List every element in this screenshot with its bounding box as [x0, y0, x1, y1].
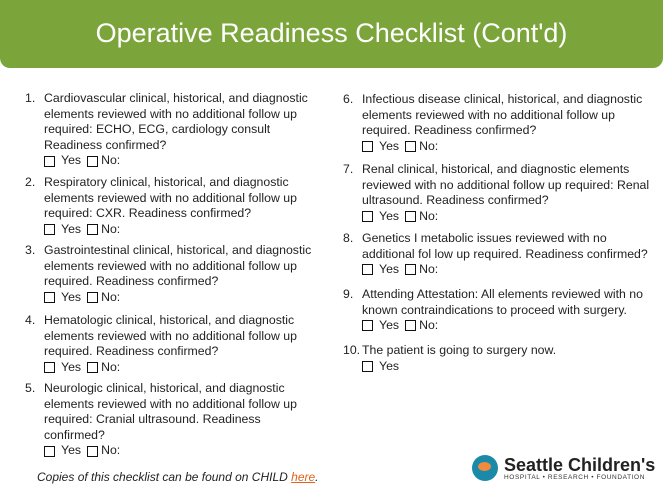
- footer-text: Copies of this checklist can be found on CHILD: [37, 470, 292, 484]
- item-number: 10.: [343, 343, 361, 357]
- item-number: 1.: [25, 91, 36, 105]
- no-checkbox[interactable]: [87, 292, 98, 303]
- item-text: Cardiovascular clinical, historical, and diagnostic elements reviewed with no additional follow up required: ECHO, ECG, cardiology consult Readiness confirmed?: [44, 91, 308, 152]
- no-label: No:: [419, 262, 439, 277]
- no-checkbox[interactable]: [87, 156, 98, 167]
- yes-label: Yes: [379, 318, 400, 333]
- yes-checkbox[interactable]: [44, 156, 55, 167]
- yes-label: Yes: [61, 359, 82, 374]
- logo-name: Seattle Children's: [504, 454, 656, 475]
- item-text: Gastrointestinal clinical, historical, and diagnostic elements reviewed with no additional follow up required. Readiness confirmed?: [44, 243, 312, 289]
- no-label: No:: [419, 208, 439, 223]
- item-text: The patient is going to surgery now.: [362, 343, 557, 357]
- no-checkbox[interactable]: [405, 211, 416, 222]
- yes-label: Yes: [379, 208, 400, 223]
- item-number: 9.: [343, 287, 354, 301]
- item-text: Renal clinical, historical, and diagnostic elements reviewed with no additional follow up required: Renal ultrasound. Readiness confirmed?: [362, 162, 650, 208]
- yes-label: Yes: [61, 289, 82, 304]
- item-text: Infectious disease clinical, historical, and diagnostic elements reviewed with no additional follow up required. Readiness confirmed?: [362, 92, 643, 138]
- item-text: Attending Attestation: All elements reviewed with no known contraindications to proceed with surgery.: [362, 287, 643, 317]
- yes-label: Yes: [379, 358, 400, 373]
- no-label: No:: [101, 221, 121, 236]
- no-checkbox[interactable]: [87, 224, 98, 235]
- yes-checkbox[interactable]: [362, 320, 373, 331]
- footer-note: [37, 470, 319, 484]
- no-checkbox[interactable]: [405, 320, 416, 331]
- item-number: 5.: [25, 381, 36, 395]
- logo-subtitle: HOSPITAL • RESEARCH • FOUNDATION: [504, 473, 646, 481]
- yes-checkbox[interactable]: [362, 211, 373, 222]
- item-number: 6.: [343, 92, 354, 106]
- yes-checkbox[interactable]: [362, 264, 373, 275]
- no-checkbox[interactable]: [405, 141, 416, 152]
- item-number: 4.: [25, 313, 36, 327]
- logo-icon: [472, 455, 498, 481]
- item-number: 7.: [343, 162, 354, 176]
- no-checkbox[interactable]: [405, 264, 416, 275]
- yes-checkbox[interactable]: [362, 141, 373, 152]
- item-text: Genetics I metabolic issues reviewed with no additional fol low up required. Readiness confirmed?: [362, 231, 648, 261]
- no-checkbox[interactable]: [87, 362, 98, 373]
- item-text: Hematologic clinical, historical, and diagnostic elements reviewed with no additional follow up required. Readiness confirmed?: [44, 313, 297, 359]
- yes-checkbox[interactable]: [44, 224, 55, 235]
- yes-label: Yes: [379, 262, 400, 277]
- yes-label: Yes: [61, 443, 82, 458]
- yes-label: Yes: [61, 221, 82, 236]
- no-label: No:: [101, 289, 121, 304]
- yes-checkbox[interactable]: [362, 361, 373, 372]
- yes-label: Yes: [61, 153, 82, 168]
- here-link[interactable]: here: [291, 470, 316, 484]
- yes-checkbox[interactable]: [44, 292, 55, 303]
- no-label: No:: [101, 153, 121, 168]
- footer-period: .: [315, 470, 319, 484]
- no-checkbox[interactable]: [87, 446, 98, 457]
- yes-label: Yes: [379, 138, 400, 153]
- item-number: 2.: [25, 175, 36, 189]
- yes-checkbox[interactable]: [44, 362, 55, 373]
- no-label: No:: [419, 138, 439, 153]
- header-banner: [0, 0, 663, 68]
- no-label: No:: [101, 443, 121, 458]
- seattle-childrens-logo: [472, 455, 655, 481]
- item-number: 8.: [343, 231, 354, 245]
- yes-checkbox[interactable]: [44, 446, 55, 457]
- no-label: No:: [419, 318, 439, 333]
- item-text: Neurologic clinical, historical, and diagnostic elements reviewed with no additional follow up required: Cranial ultrasound. Readiness confirmed?: [44, 381, 297, 442]
- page-title: Operative Readiness Checklist (Cont'd): [95, 18, 568, 48]
- item-text: Respiratory clinical, historical, and diagnostic elements reviewed with no additional follow up required: CXR. Readiness confirmed?: [44, 175, 297, 221]
- item-number: 3.: [25, 243, 36, 257]
- no-label: No:: [101, 359, 121, 374]
